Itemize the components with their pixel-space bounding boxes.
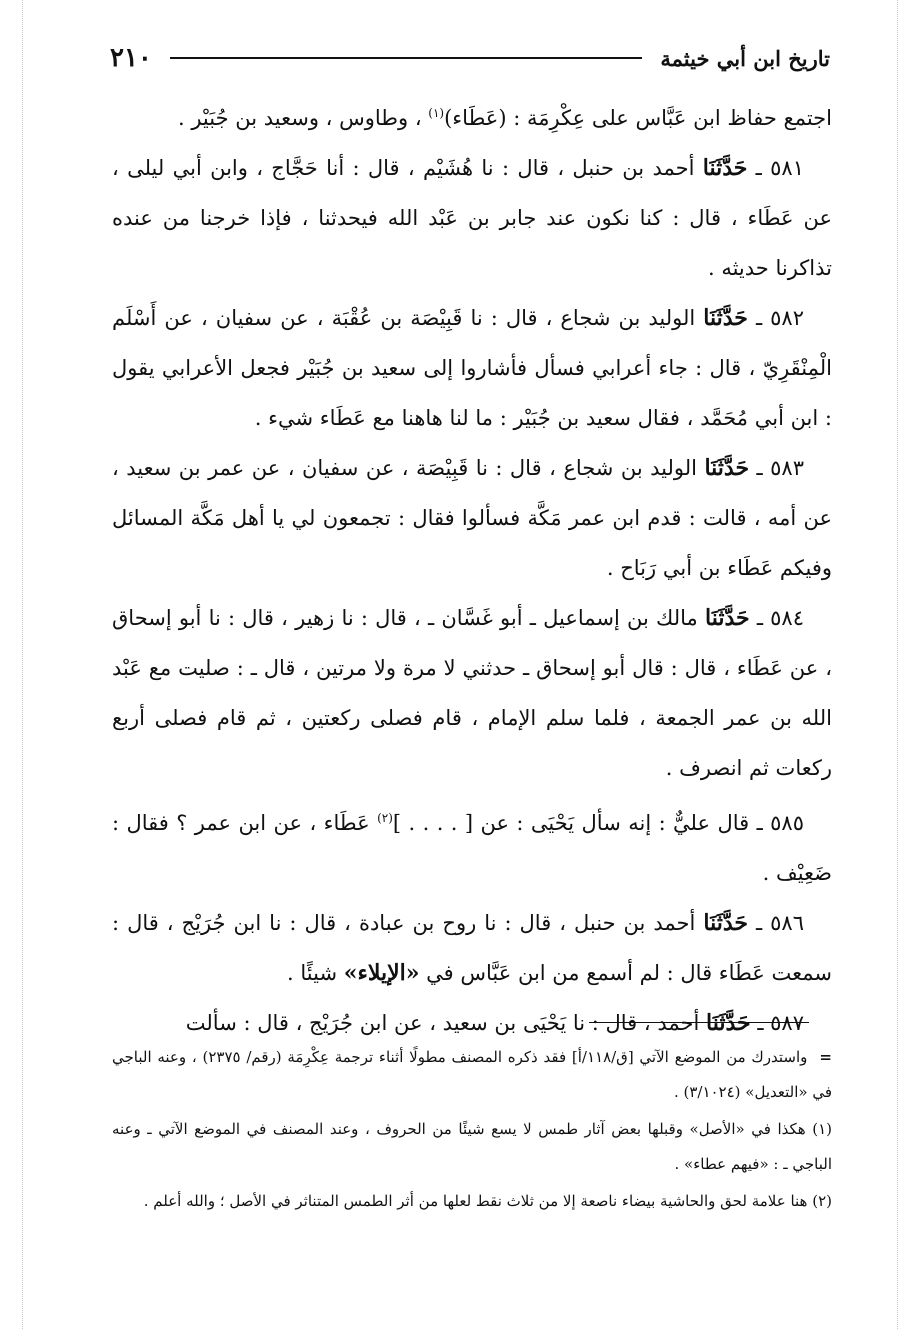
footnote-continuation-text: واستدرك من الموضع الآتي [ق/١١٨/أ] فقد ذكره المصنف مطولًا أثناء ترجمة عِكْرِمَة (رقم/ ٢٣٧٥) ، وعنه الباجي في «التعديل» (٣/١٠٢٤) . (112, 1048, 832, 1101)
footnotes (112, 1040, 832, 1221)
hadith-number: ٥٨٦ ـ (747, 911, 804, 935)
hadith-text-tail: عَطَاء ، عن ابن عمر ؟ فقال : ضَعِيْف . (112, 811, 832, 885)
page-header (110, 38, 830, 78)
page-number: ٢١٠ (110, 43, 152, 73)
hadith-text: أحمد بن حنبل ، قال : نا هُشَيْم ، قال : أنا حَجَّاج ، وابن أبي ليلى ، عن عَطَاء ، قال : كنا نكون عند جابر بن عَبْد الله فيحدثنا ، فإذا خرجنا من عنده تذاكرنا حديثه . (112, 156, 832, 280)
hadith-text: قال عليٌّ : إنه سأل يَحْيَى : عن [ . . . . ] (392, 811, 750, 835)
footnote-ref-1: (١) (428, 106, 445, 120)
hadith-585 (112, 793, 832, 898)
haddathana-label: حَدَّثَنَا (702, 155, 748, 181)
hadith-number: ٥٨٥ ـ (749, 811, 804, 835)
hadith-text: الوليد بن شجاع ، قال : نا قَبِيْصَة ، عن سفيان ، عن عمر بن سعيد ، عن أمه ، قالت : قدم ابن عمر مَكَّة فسألوا فقال : تجمعون لي يا أهل مَكَّة المسائل وفيكم عَطَاء بن أبي رَبَاح . (112, 456, 832, 580)
hadith-581 (112, 143, 832, 293)
hadith-text: مالك بن إسماعيل ـ أبو غَسَّان ـ ، قال : نا زهير ، قال : نا أبو إسحاق ، عن عَطَاء ، قال : قال أبو إسحاق ـ حدثني لا مرة ولا مرتين ، قال ـ : صليت مع عَبْد الله بن عمر الجمعة ، فلما سلم الإمام ، قام فصلى ركعتين ، ثم قام فصلى أربع ركعات ثم انصرف . (112, 606, 832, 780)
scan-guide-left (22, 0, 23, 1329)
scan-guide-right (897, 0, 898, 1329)
hadith-number: ٥٨٧ ـ (750, 1011, 804, 1035)
intro-text: اجتمع حفاظ ابن عَبَّاس على عِكْرِمَة : (عَطَاء) (444, 106, 832, 130)
haddathana-label: حَدَّثَنَا (703, 910, 748, 936)
hadith-584 (112, 593, 832, 793)
footnote-continuation (112, 1040, 832, 1110)
hadith-text: أحمد ، قال : نا يَحْيَى بن سعيد ، عن ابن جُرَيْج ، قال : سألت (185, 1011, 707, 1035)
footnote-ref-2: (٢) (377, 811, 393, 825)
haddathana-label: حَدَّثَنَا (705, 605, 750, 631)
main-text (112, 88, 832, 1048)
hadith-number: ٥٨٣ ـ (749, 456, 804, 480)
hadith-583 (112, 443, 832, 593)
running-title: تاريخ ابن أبي خيثمة (660, 45, 830, 71)
intro-paragraph (112, 88, 832, 143)
haddathana-label: حَدَّثَنَا (704, 455, 750, 481)
hadith-text-tail: شيئًا . (287, 961, 344, 985)
hadith-number: ٥٨١ ـ (747, 156, 804, 180)
hadith-number: ٥٨٤ ـ (749, 606, 804, 630)
intro-tail: ، وطاوس ، وسعيد بن جُبَيْر . (177, 106, 429, 130)
haddathana-label: حَدَّثَنَا (703, 305, 748, 331)
footnote-2: (٢) هنا علامة لحق والحاشية بيضاء ناصعة إلا من ثلاث نقط لعلها من أثر الطمس المتناثر في الأصل ؛ والله أعلم . (143, 1192, 832, 1210)
hadith-text: الوليد بن شجاع ، قال : نا قَبِيْصَة بن عُقْبَة ، عن سفيان ، عن أَسْلَم الْمِنْقَرِيّ ، قال : جاء أعرابي فسأل فأشاروا إلى سعيد بن جُبَيْر فجعل الأعرابي يقول : ابن أبي مُحَمَّد ، فقال سعيد بن جُبَيْر : ما لنا هاهنا مع عَطَاء شيء . (112, 306, 832, 430)
continuation-mark: = (819, 1048, 832, 1066)
header-rule (170, 57, 642, 59)
footnote-separator (589, 1022, 809, 1023)
hadith-number: ٥٨٢ ـ (747, 306, 804, 330)
footnote-1: (١) هكذا في «الأصل» وقبلها بعض آثار طمس لا يسع شيئًا من الحروف ، وعند المصنف في الموضع الآتي ـ وعنه الباجي ـ : «فيهم عطاء» . (112, 1120, 832, 1173)
haddathana-label: حَدَّثَنَا (706, 1010, 751, 1036)
book-title-ila: «الإيلاء» (343, 960, 420, 986)
hadith-586 (112, 898, 832, 998)
hadith-582 (112, 293, 832, 443)
hadith-text: أحمد بن حنبل ، قال : نا روح بن عبادة ، قال : نا ابن جُرَيْج ، قال : سمعت عَطَاء قال : لم أسمع من ابن عَبَّاس في (112, 911, 832, 985)
